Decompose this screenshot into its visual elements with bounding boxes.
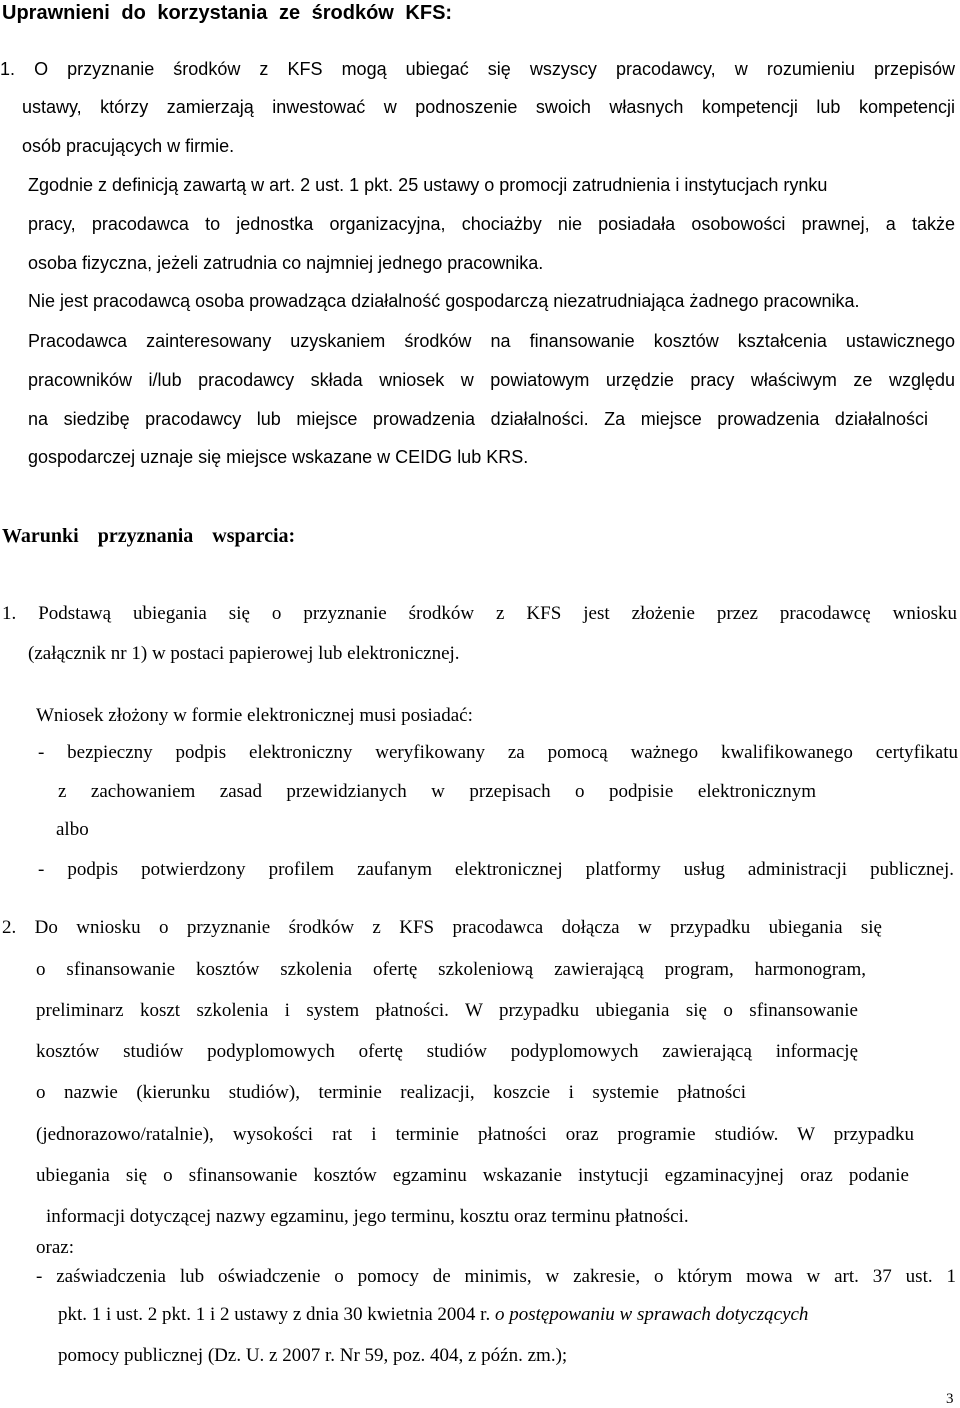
paragraph-line: Nie jest pracodawcą osoba prowadząca działalność gospodarczą niezatrudniająca żadnego pracownika. [28, 291, 860, 311]
paragraph-line: z zachowaniem zasad przewidzianych w przepisach o podpisie elektronicznym [58, 781, 816, 802]
condition-item-1: 1. Podstawą ubiegania się o przyznanie środków z KFS jest złożenie przez pracodawcę wniosku [2, 603, 957, 624]
list-item: - podpis potwierdzony profilem zaufanym elektronicznej platformy usług administracji publicznej. [38, 859, 954, 880]
paragraph-line: o sfinansowanie kosztów szkolenia ofertę szkoleniową zawierającą program, harmonogram, [36, 959, 866, 980]
paragraph-line: gospodarczej uznaje się miejsce wskazane w CEIDG lub KRS. [28, 447, 529, 467]
paragraph-line: ustawy, którzy zamierzają inwestować w podnoszenie swoich własnych kompetencji lub kompetencji [22, 97, 955, 117]
paragraph-line: albo [56, 819, 89, 840]
section-heading-eligible: Uprawnieni do korzystania ze środków KFS: [2, 2, 453, 24]
paragraph-line: Zgodnie z definicją zawartą w art. 2 ust. 1 pkt. 25 ustawy o promocji zatrudnienia i instytucjach rynku [28, 175, 828, 195]
paragraph-line: osób pracujących w firmie. [22, 136, 235, 156]
paragraph-line: osoba fizyczna, jeżeli zatrudnia co najmniej jednego pracownika. [28, 253, 544, 273]
paragraph-line: ubiegania się o sfinansowanie kosztów egzaminu wskazanie instytucji egzaminacyjnej oraz podanie [36, 1165, 909, 1186]
paragraph-line: oraz: [36, 1237, 74, 1258]
paragraph-line: pracy, pracodawca to jednostka organizacyjna, chociażby nie posiadała osobowości prawnej, a także [28, 214, 955, 234]
paragraph-line: pomocy publicznej (Dz. U. z 2007 r. Nr 59, poz. 404, z późn. zm.); [58, 1345, 568, 1366]
paragraph-line: (załącznik nr 1) w postaci papierowej lub elektronicznej. [28, 643, 460, 664]
act-title-italic: o postępowaniu w sprawach dotyczących [494, 1304, 809, 1325]
condition-item-2: 2. Do wniosku o przyznanie środków z KFS pracodawca dołącza w przypadku ubiegania się [2, 917, 882, 938]
deminimis-text: pkt. 1 i ust. 2 pkt. 1 i 2 ustawy z dnia 30 kwietnia 2004 r. [58, 1304, 495, 1325]
paragraph-line: kosztów studiów podyplomowych ofertę studiów podyplomowych zawierającą informację [36, 1041, 858, 1062]
paragraph-line: Wniosek złożony w formie elektronicznej musi posiadać: [36, 705, 473, 726]
list-item: - zaświadczenia lub oświadczenie o pomocy de minimis, w zakresie, o którym mowa w art. 37 ust. 1 [36, 1266, 956, 1287]
paragraph-line: 1. O przyznanie środków z KFS mogą ubiegać się wszyscy pracodawcy, w rozumieniu przepisów [0, 59, 955, 79]
paragraph-line: o nazwie (kierunku studiów), terminie realizacji, koszcie i systemie płatności [36, 1082, 746, 1103]
list-item: - bezpieczny podpis elektroniczny weryfikowany za pomocą ważnego kwalifikowanego certyfikatu [38, 742, 958, 763]
paragraph-line [58, 1305, 808, 1324]
section-heading-conditions: Warunki przyznania wsparcia: [2, 525, 296, 547]
paragraph-line: preliminarz koszt szkolenia i system płatności. W przypadku ubiegania się o sfinansowanie [36, 1000, 858, 1021]
paragraph-line: Pracodawca zainteresowany uzyskaniem środków na finansowanie kosztów kształcenia ustawicznego [28, 331, 955, 351]
paragraph-line: pracowników i/lub pracodawcy składa wniosek w powiatowym urzędzie pracy właściwym ze względu [28, 370, 955, 390]
paragraph-line: informacji dotyczącej nazwy egzaminu, jego terminu, kosztu oraz terminu płatności. [46, 1206, 689, 1227]
page-number: 3 [946, 1391, 954, 1407]
paragraph-line: na siedzibę pracodawcy lub miejsce prowadzenia działalności. Za miejsce prowadzenia działalności [28, 409, 928, 429]
paragraph-line: (jednorazowo/ratalnie), wysokości rat i terminie płatności oraz programie studiów. W przypadku [36, 1124, 914, 1145]
